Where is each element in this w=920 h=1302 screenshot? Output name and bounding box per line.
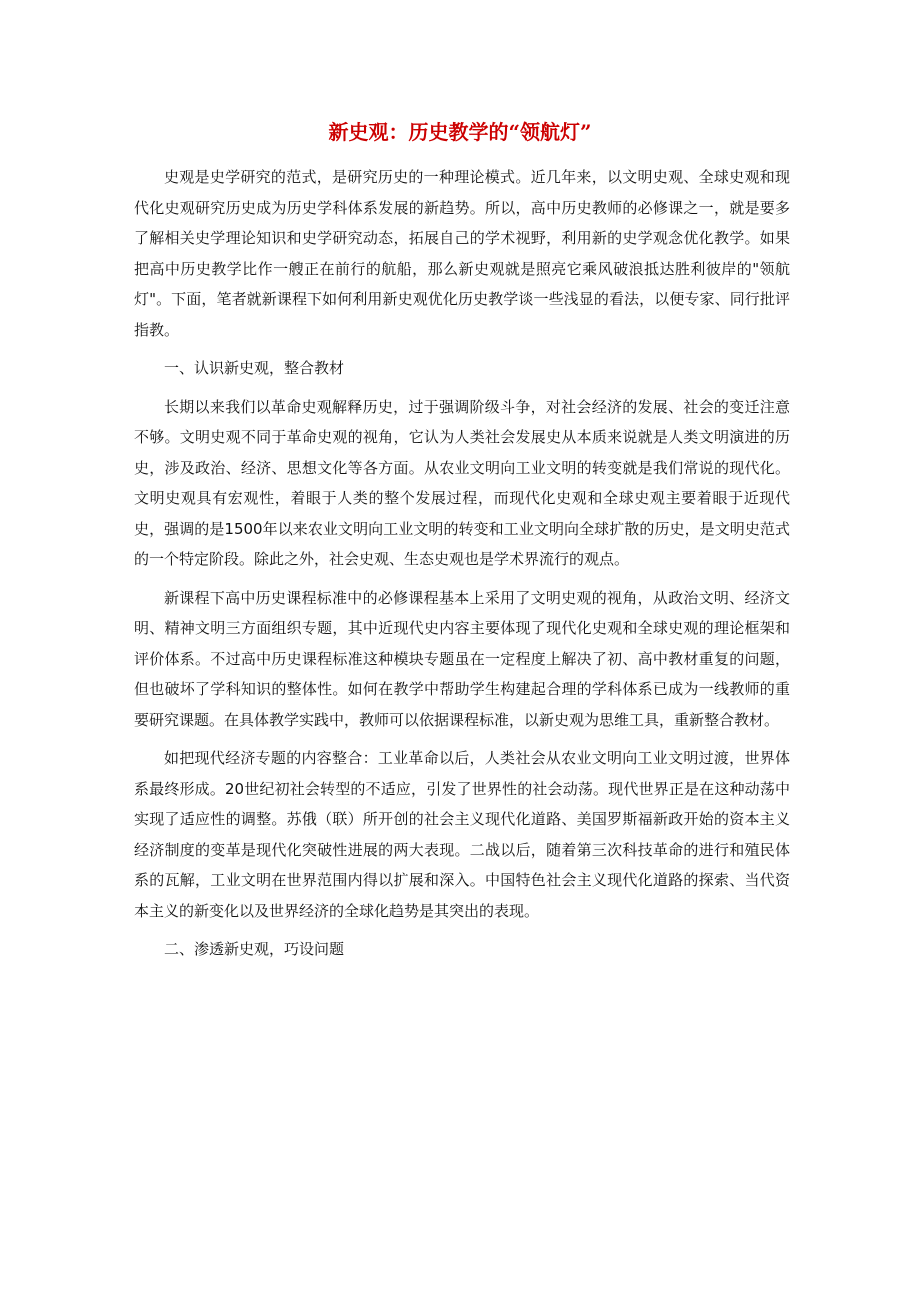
section-heading-2: 二、渗透新史观，巧设问题 (164, 940, 345, 958)
body-paragraph: 长期以来我们以革命史观解释历史，过于强调阶级斗争，对社会经济的发展、社会的变迁注意不够。文明史观不同于革命史观的视角，它认为人类社会发展史从本质来说就是人类文明演进的历史，涉及政治、经济、思想文化等各方面。从农业文明向工业文明的转变就是我们常说的现代化。文明史观具有宏观性，着眼于人类的整个发展过程，而现代化史观和全球史观主要着眼于近现代史，强调的是1500年以来农业文明向工业文明的转变和工业文明向全球扩散的历史，是文明史范式的一个特定阶段。除此之外，社会史观、生态史观也是学术界流行的观点。 (134, 397, 790, 568)
document-body (134, 162, 790, 973)
body-paragraph: 如把现代经济专题的内容整合：工业革命以后，人类社会从农业文明向工业文明过渡，世界体系最终形成。20世纪初社会转型的不适应，引发了世界性的社会动荡。现代世界正是在这种动荡中实现了适应性的调整。苏俄（联）所开创的社会主义现代化道路、美国罗斯福新政开始的资本主义经济制度的变革是现代化突破性进展的两大表现。二战以后，随着第三次科技革命的进行和殖民体系的瓦解，工业文明在世界范围内得以扩展和深入。中国特色社会主义现代化道路的探索、当代资本主义的新变化以及世界经济的全球化趋势是其突出的表现。 (134, 749, 790, 920)
document-title: 新史观：历史教学的“领航灯” (328, 120, 592, 144)
section-heading-1: 一、认识新史观，整合教材 (164, 359, 345, 377)
intro-paragraph: 史观是史学研究的范式，是研究历史的一种理论模式。近几年来，以文明史观、全球史观和现代化史观研究历史成为历史学科体系发展的新趋势。所以，高中历史教师的必修课之一，就是要多了解相关史学理论知识和史学研究动态，拓展自己的学术视野，利用新的史学观念优化教学。如果把高中历史教学比作一艘正在前行的航船，那么新史观就是照亮它乘风破浪抵达胜利彼岸的"领航灯"。下面，笔者就新课程下如何利用新史观优化历史教学谈一些浅显的看法，以便专家、同行批评指教。 (134, 168, 790, 339)
body-paragraph: 新课程下高中历史课程标准中的必修课程基本上采用了文明史观的视角，从政治文明、经济文明、精神文明三方面组织专题，其中近现代史内容主要体现了现代化史观和全球史观的理论框架和评价体系。不过高中历史课程标准这种模块专题虽在一定程度上解决了初、高中教材重复的问题，但也破坏了学科知识的整体性。如何在教学中帮助学生构建起合理的学科体系已成为一线教师的重要研究课题。在具体教学实践中，教师可以依据课程标准，以新史观为思维工具，重新整合教材。 (134, 588, 790, 729)
